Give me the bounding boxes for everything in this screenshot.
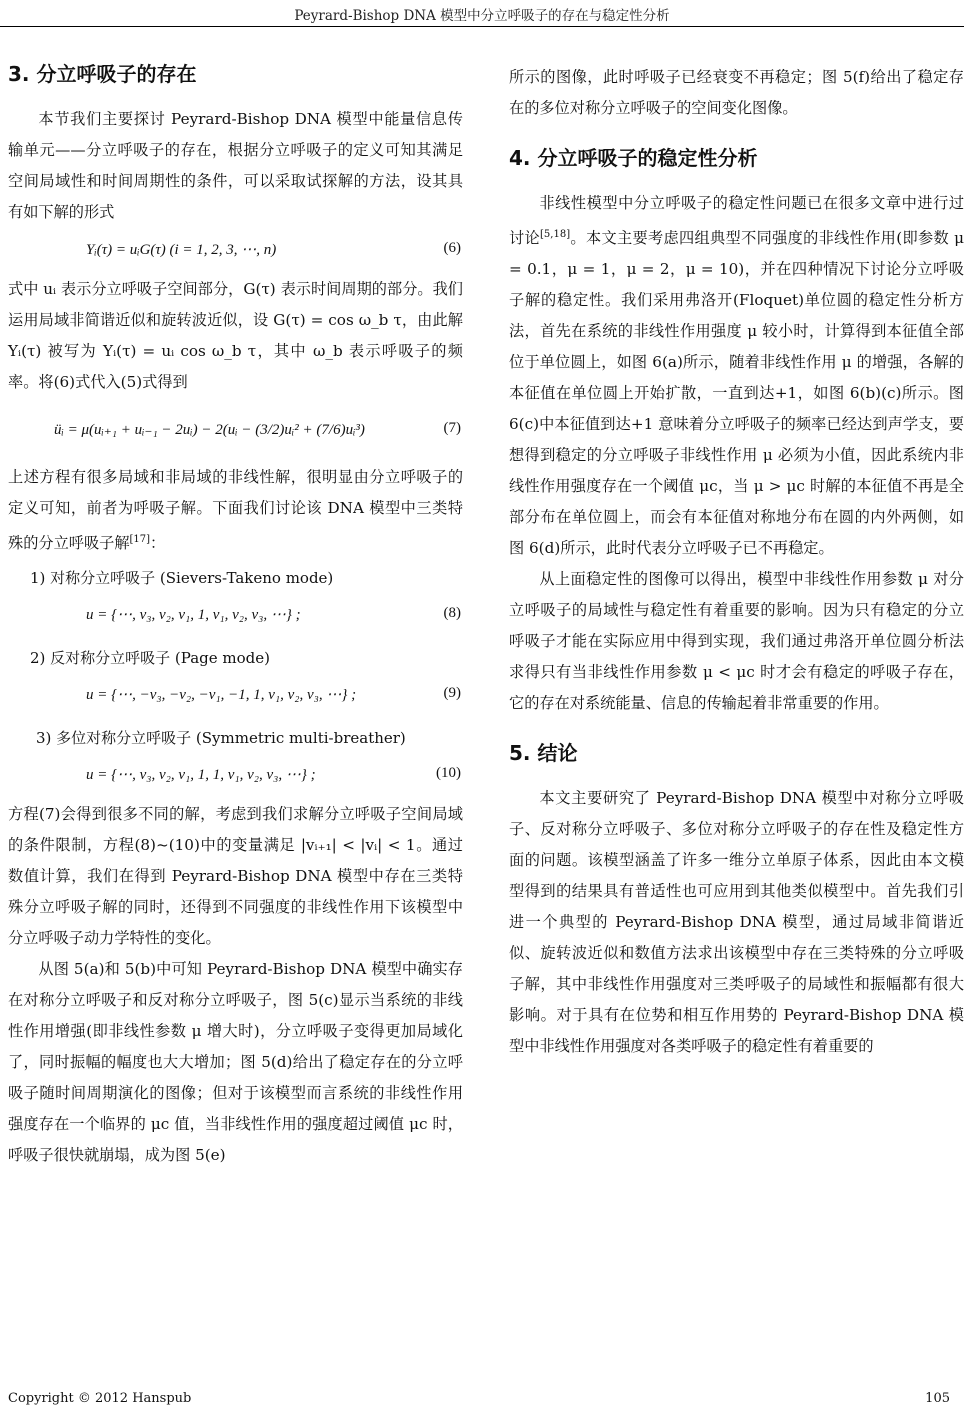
equation-body: üᵢ = μ(uᵢ₊₁ + uᵢ₋₁ − 2uᵢ) − 2(uᵢ − (3/2)uᵢ² + (7/6)uᵢ³) <box>54 422 365 438</box>
equation-number: (7) <box>443 420 461 436</box>
equation-7 <box>8 398 463 462</box>
paragraph-text: ： <box>150 534 166 553</box>
list-item-2: 2) 反对称分立呼吸子 (Page mode) <box>30 649 270 668</box>
equation-8 <box>8 593 463 639</box>
paragraph: 式中 uᵢ 表示分立呼吸子空间部分，G(τ) 表示时间周期的部分。我们运用局域非简谐近似和旋转波近似，设 G(τ) = cos ω_b τ，由此解 Yᵢ(τ) 被写为 Yᵢ(τ) = uᵢ cos ω_b τ，其中 ω_b 表示呼吸子的频率。将(6)式代入(5)式得到 <box>8 280 463 391</box>
paragraph: 方程(7)会得到很多不同的解，考虑到我们求解分立呼吸子空间局域的条件限制，方程(8)~(10)中的变量满足 |vᵢ₊₁| < |vᵢ| < 1。通过数值计算，我们在得到 Peyrard-Bishop DNA 模型中存在三类特殊分立呼吸子解的同时，还得到不同强度的非线性作用下该模型中分立呼吸子动力学特性的变化。 <box>8 805 463 948</box>
section-4-title: 4. 分立呼吸子的稳定性分析 <box>509 146 758 170</box>
paragraph: 本节我们主要探讨 Peyrard-Bishop DNA 模型中能量信息传输单元——分立呼吸子的存在，根据分立呼吸子的定义可知其满足空间局域性和时间周期性的条件，可以采取试探解的方法，设其具有如下解的形式 <box>8 110 463 221</box>
equation-10 <box>8 753 463 799</box>
right-column <box>509 62 964 1062</box>
paragraph: 从图 5(a)和 5(b)中可知 Peyrard-Bishop DNA 模型中确实存在对称分立呼吸子和反对称分立呼吸子，图 5(c)显示当系统的非线性作用增强(即非线性参数 μ 增大时)，分立呼吸子变得更加局域化了，同时振幅的幅度也大大增加；图 5(d)给出了稳定存在的分立呼吸子随时间周期演化的图像；但对于该模型而言系统的非线性作用强度存在一个临界的 μc 值，当非线性作用的强度超过阈值 μc 时，呼吸子很快就崩塌，成为图 5(e) <box>8 960 463 1165</box>
equation-number: (9) <box>443 685 461 702</box>
list-item-3: 3) 多位对称分立呼吸子 (Symmetric multi-breather) <box>36 729 406 748</box>
paragraph: 从上面稳定性的图像可以得出，模型中非线性作用参数 μ 对分立呼吸子的局域性与稳定性有着重要的影响。因为只有稳定的分立呼吸子才能在实际应用中得到实现，我们通过弗洛开单位圆分析法求得只有当非线性作用参数 μ < μc 时才会有稳定的呼吸子存在，它的存在对系统能量、信息的传输起着非常重要的作用。 <box>509 570 964 713</box>
citation: [5,18] <box>540 229 571 240</box>
paragraph-text: 。本文主要考虑四组典型不同强度的非线性作用(即参数 μ = 0.1，μ = 1，μ = 2，μ = 10)，并在四种情况下讨论分立呼吸子解的稳定性。我们采用弗洛开(Floquet)单位圆的稳定性分析方法，首先在系统的非线性作用强度 μ 较小时，计算得到本征值全部位于单位圆上，如图 6(a)所示，随着非线性作用 μ 的增强，各解的本征值在单位圆上开始扩散，一直到达+1，如图 6(b)(c)所示。图 6(c)中本征值到达+1 意味着分立呼吸子的频率已经达到声学支，要想得到稳定的分立呼吸子非线性作用 μ 必须为小值，因此系统内非线性作用强度存在一个阈值 μc，当 μ > μc 时解的本征值不再是全部分布在单位圆上，而会有本征值对称地分布在圆的内外两侧，如图 6(d)所示，此时代表分立呼吸子已不再稳定。 <box>509 229 964 558</box>
paragraph-text: 上述方程有很多局域和非局域的非线性解，很明显由分立呼吸子的定义可知，前者为呼吸子解。下面我们讨论该 DNA 模型中三类特殊的分立呼吸子解 <box>8 468 463 553</box>
header-rule <box>0 26 964 27</box>
equation-body: Yᵢ(τ) = uᵢG(τ) (i = 1, 2, 3, ⋯, n) <box>86 242 277 258</box>
paragraph: 所示的图像，此时呼吸子已经衰变不再稳定；图 5(f)给出了稳定存在的多位对称分立呼吸子的空间变化图像。 <box>509 68 964 117</box>
equation-body: u = {⋯, v₃, v₂, v₁, 1, v₁, v₂, v₃, ⋯} ; <box>86 607 301 624</box>
left-column <box>8 58 463 1171</box>
citation: [17] <box>129 534 151 545</box>
equation-number: (8) <box>443 605 461 622</box>
equation-6 <box>8 228 463 274</box>
equation-9 <box>8 673 463 719</box>
section-3-title: 3. 分立呼吸子的存在 <box>8 62 197 86</box>
paragraph <box>509 188 964 564</box>
footer-copyright: Copyright © 2012 Hanspub <box>8 1391 192 1406</box>
list-item-1: 1) 对称分立呼吸子 (Sievers-Takeno mode) <box>30 569 334 588</box>
equation-number: (6) <box>443 240 461 256</box>
page-number: 105 <box>925 1391 950 1406</box>
paragraph: 本文主要研究了 Peyrard-Bishop DNA 模型中对称分立呼吸子、反对称分立呼吸子、多位对称分立呼吸子的存在性及稳定性方面的问题。该模型涵盖了许多一维分立单原子体系，因此由本文模型得到的结果具有普适性也可应用到其他类似模型中。首先我们引进一个典型的 Peyrard-Bishop DNA 模型，通过局域非简谐近似、旋转波近似和数值方法求出该模型中存在三类特殊的分立呼吸子解，其中非线性作用强度对三类呼吸子的局域性和振幅都有很大影响。对于具有在位势和相互作用势的 Peyrard-Bishop DNA 模型中非线性作用强度对各类呼吸子的稳定性有着重要的 <box>509 789 964 1056</box>
paragraph-text: 非线性模型中分立呼吸子的稳定性问题已在很多文章中进行过讨论 <box>509 194 964 248</box>
equation-body: u = {⋯, v₃, v₂, v₁, 1, 1, v₁, v₂, v₃, ⋯} ; <box>86 767 316 784</box>
paragraph <box>8 462 463 559</box>
equation-number: (10) <box>436 765 461 782</box>
running-header: Peyrard-Bishop DNA 模型中分立呼吸子的存在与稳定性分析 <box>294 8 670 24</box>
section-5-title: 5. 结论 <box>509 741 578 766</box>
equation-body: u = {⋯, −v₃, −v₂, −v₁, −1, 1, v₁, v₂, v₃, ⋯} ; <box>86 687 357 704</box>
